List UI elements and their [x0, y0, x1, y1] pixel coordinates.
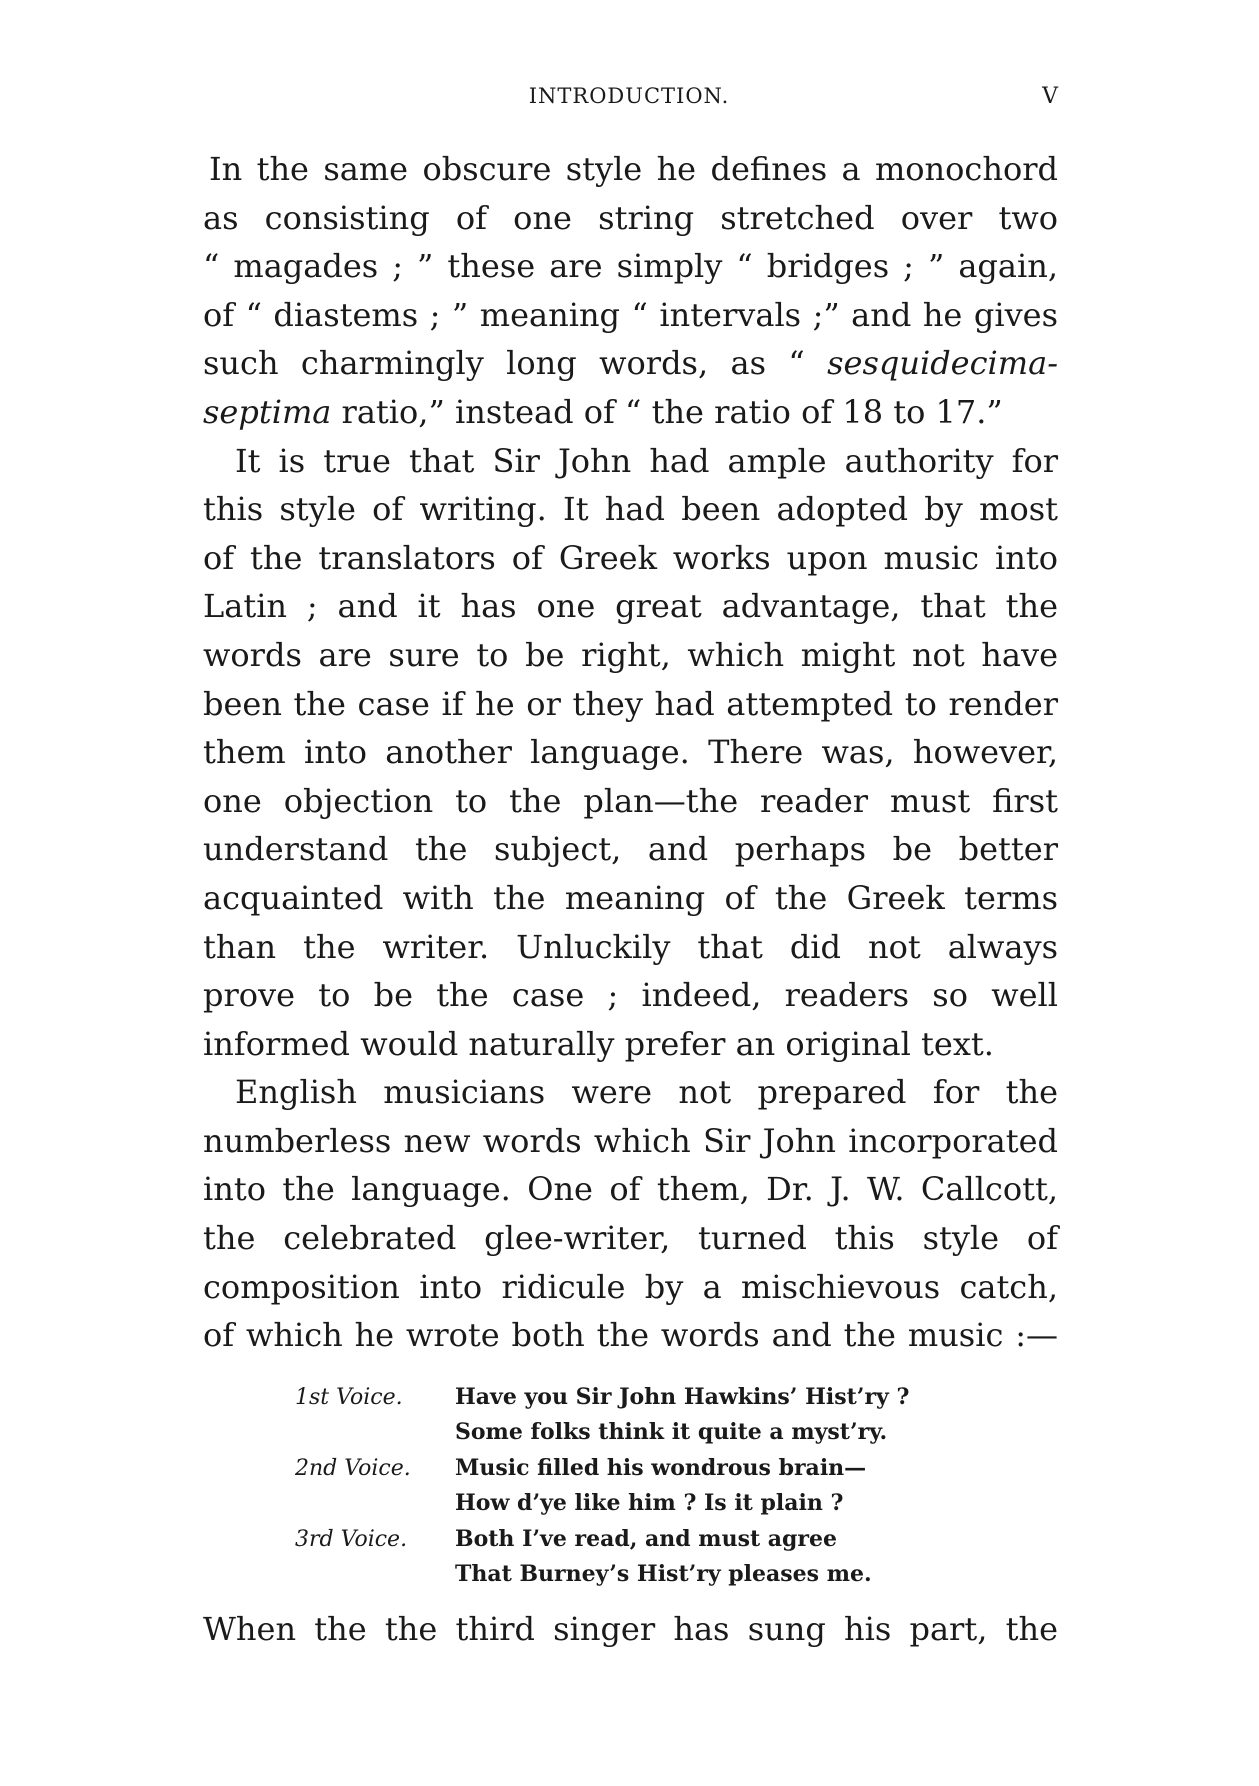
text-line: numberless new words which Sir John incorporated — [203, 1121, 1058, 1160]
body-text — [203, 145, 1058, 1360]
text-line: prove to be the case ; indeed, readers so well — [203, 976, 1058, 1015]
verse-row — [295, 1486, 915, 1521]
verse-row — [295, 1380, 915, 1415]
text-line: this style of writing. It had been adopted by most — [203, 490, 1058, 529]
text-line: than the writer. Unluckily that did not always — [203, 927, 1058, 966]
catch-verse — [295, 1380, 915, 1592]
closing-line: When the the third singer has sung his part, the — [203, 1610, 1058, 1648]
paragraph — [203, 1068, 1058, 1360]
text-line: into the language. One of them, Dr. J. W. Callcott, — [203, 1170, 1058, 1209]
text-line: been the case if he or they had attempted to render — [203, 684, 1058, 723]
text-line: understand the subject, and perhaps be better — [203, 830, 1058, 869]
text-line: of “ diastems ; ” meaning “ intervals ;” and he gives — [203, 295, 1058, 334]
verse-line: Both I’ve read, and must agree — [455, 1525, 838, 1552]
text-line: In the same obscure style he defines a monochord — [209, 150, 1058, 188]
text-line: septima ratio,” instead of “ the ratio of 18 to 17.” — [203, 392, 1003, 431]
text-line: of the translators of Greek works upon music into — [203, 538, 1058, 577]
text-line: acquainted with the meaning of the Greek terms — [203, 878, 1058, 917]
text-line: It is true that Sir John had ample authority for — [235, 441, 1058, 480]
verse-line: Some folks think it quite a myst’ry. — [455, 1419, 888, 1446]
verse-line: Have you Sir John Hawkins’ Hist’ry ? — [455, 1384, 910, 1410]
text-line: informed would naturally prefer an original text. — [203, 1024, 994, 1063]
verse-line: That Burney’s Hist’ry pleases me. — [455, 1561, 872, 1588]
voice-label-blank — [295, 1557, 455, 1592]
paragraph — [203, 437, 1058, 1069]
text-line: the celebrated glee-writer, turned this style of — [203, 1219, 1058, 1258]
voice-label: 1st Voice. — [295, 1385, 403, 1410]
verse-line: How d’ye like him ? Is it plain ? — [455, 1490, 844, 1517]
voice-label: 3rd Voice. — [295, 1526, 408, 1552]
paragraph — [203, 145, 1058, 437]
text-line: them into another language. There was, however, — [203, 733, 1058, 772]
page-header — [200, 84, 1058, 116]
text-line: as consisting of one string stretched over two — [203, 198, 1058, 237]
verse-row — [295, 1415, 915, 1450]
text-line: composition into ridicule by a mischievous catch, — [203, 1267, 1058, 1306]
verse-row — [295, 1451, 915, 1486]
page-number: V — [1042, 84, 1058, 109]
text-line: English musicians were not prepared for the — [235, 1073, 1058, 1112]
verse-row — [295, 1522, 915, 1557]
text-line: such charmingly long words, as “ sesquidecima- — [203, 344, 1058, 383]
verse-row — [295, 1557, 915, 1592]
voice-label: 2nd Voice. — [295, 1455, 411, 1481]
text-line: “ magades ; ” these are simply “ bridges ; ” again, — [203, 247, 1058, 286]
voice-label-blank — [295, 1415, 455, 1450]
text-line: Latin ; and it has one great advantage, that the — [203, 587, 1058, 626]
text-line: of which he wrote both the words and the music :— — [203, 1316, 1058, 1355]
running-head: INTRODUCTION. — [528, 84, 730, 108]
voice-label-blank — [295, 1486, 455, 1521]
text-line: one objection to the plan—the reader must first — [203, 781, 1058, 820]
text-line: words are sure to be right, which might not have — [203, 635, 1058, 674]
verse-line: Music filled his wondrous brain— — [455, 1454, 867, 1481]
